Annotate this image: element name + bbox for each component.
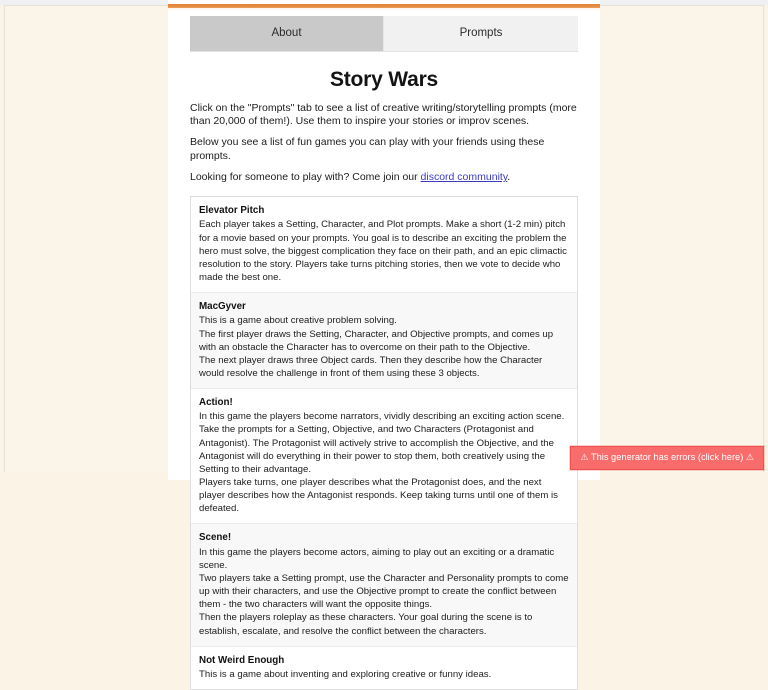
game-description-line: The first player draws the Setting, Character, and Objective prompts, and comes up with an obstacle the Character has to overcome on their path to the Objective. (199, 328, 554, 353)
game-description-line: This is a game about creative problem solving. (199, 315, 397, 327)
tab-about-label: About (271, 27, 302, 39)
app-inner (168, 10, 600, 680)
game-description (199, 546, 569, 638)
game-description-line: Each player takes a Setting, Character, and Plot prompts. Make a short (1-2 min) pitch for a movie based on your prompts. You goal is to describe an exciting the problem the hero must solve, the biggest complication they face on their path, and an epic climactic resolution to the story. Players take turns pitching stories, then we vote to decide who made the best one. (199, 219, 567, 284)
page-title: Story Wars (329, 67, 439, 91)
tab-about[interactable] (190, 16, 384, 51)
game-name: Elevator Pitch (199, 205, 265, 217)
game-description (199, 410, 569, 515)
game-description (199, 314, 569, 380)
discord-community-link[interactable]: discord community (420, 171, 508, 184)
game-name: Not Weird Enough (199, 654, 285, 666)
generator-error-toast[interactable] (570, 446, 764, 470)
game-description-line: Two players take a Setting prompt, use the Character and Personality prompts to come up with their characters, and use the Objective prompt to create the conflict between them - the two characters will want the opposite things. (199, 572, 569, 611)
game-description-line: The next player draws three Object cards. Then they describe how the Character would resolve the challenge in front of them using these 3 objects. (199, 354, 543, 379)
warning-triangle-icon-right: ⚠ (745, 451, 754, 462)
tab-prompts[interactable] (384, 16, 578, 51)
tab-bar (190, 16, 578, 52)
game-description-line: This is a game about inventing and exploring creative or funny ideas. (199, 668, 492, 680)
intro-paragraph-3 (190, 171, 578, 185)
game-description (199, 218, 569, 284)
page-background-panel-left (4, 5, 168, 472)
game-description (199, 668, 569, 681)
game-name: Action! (199, 397, 233, 409)
game-description-line: Players take turns, one player describes what the Protagonist does, and the next player describes how the Antagonist responds. Keep taking turns until one of them is defeated. (199, 477, 558, 515)
game-name: Scene! (199, 532, 232, 544)
intro-paragraph-3-suffix: . (507, 171, 511, 184)
page-background-panel-right (600, 5, 764, 472)
game-name: MacGyver (199, 301, 246, 313)
list-item (191, 647, 577, 689)
game-description-line: In this game the players become actors, aiming to play out an exciting or a dramatic scene. (199, 546, 555, 571)
games-list (190, 196, 578, 690)
list-item (191, 524, 577, 646)
list-item (191, 293, 577, 389)
game-description-line: Then the players roleplay as these characters. Your goal during the scene is to establish, escalate, and resolve the conflict between the characters. (199, 612, 533, 637)
intro-paragraph-2: Below you see a list of fun games you can play with your friends using these prompts. (190, 136, 545, 163)
game-description-line: Take the prompts for a Setting, Objective, and two Characters (Protagonist and Antagonist). The Protagonist will actively strive to accomplish the Objective, and the Antagonist will do everything in their power to stop them, both creatively using the Setting to their advantage. (199, 424, 554, 475)
intro-paragraph-1: Click on the "Prompts" tab to see a list of creative writing/storytelling prompts (more than 20,000 of them!). Use them to inspire your stories or improv scenes. (190, 101, 577, 128)
intro-copy (190, 102, 578, 186)
game-description-line: In this game the players become narrators, vividly describing an exciting action scene. (199, 411, 565, 423)
intro-paragraph-3-prefix: Looking for someone to play with? Come join our (190, 171, 421, 184)
warning-triangle-icon-left: ⚠ (580, 451, 589, 462)
app-content-frame (168, 0, 600, 680)
generator-error-message: This generator has errors (click here) (590, 451, 744, 462)
list-item (191, 197, 577, 293)
tab-prompts-label: Prompts (459, 27, 503, 39)
list-item (191, 389, 577, 524)
